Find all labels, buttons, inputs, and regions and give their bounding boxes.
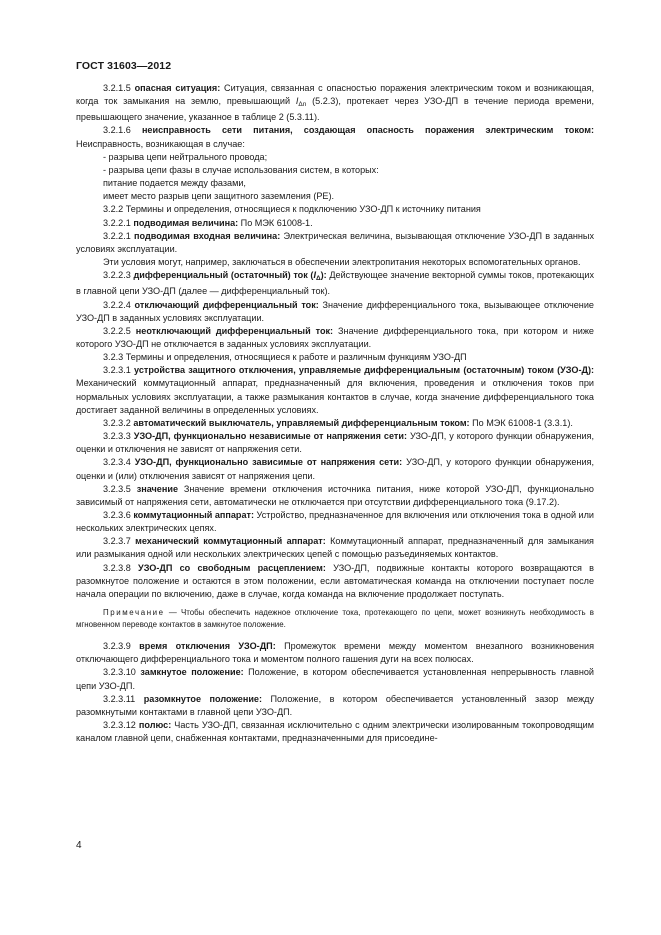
- term: полюс:: [138, 720, 172, 731]
- clause-3-2-3-11: 3.2.3.11 разомкнутое положение: Положение, в котором обеспечивается установленный зазор между разомкнутыми контактами в главной цепи УЗО-ДП.: [76, 693, 595, 717]
- clause-3-2-1-6: 3.2.1.6 неисправность сети питания, создающая опасность поражения электрическим током: Неисправность, возникающая в случае:: [76, 125, 594, 149]
- term: замкнутое положение:: [140, 667, 244, 678]
- document-body: [76, 82, 594, 745]
- symbol: I: [295, 96, 299, 107]
- symbol-subscript: Δ: [315, 275, 321, 283]
- section-3-2-2: 3.2.2 Термины и определения, относящиеся к подключению УЗО-ДП к источнику питания: [103, 204, 481, 215]
- term: УЗО-ДП со свободным расцеплением:: [138, 562, 326, 573]
- term: коммутационный аппарат:: [133, 510, 255, 520]
- term: УЗО-ДП, функционально зависимые от напряжения сети:: [134, 457, 403, 468]
- clause-3-2-3-5: 3.2.3.5 значение Значение времени отключения источника питания, ниже которой УЗО-ДП, функционально зависимый от напряжения сети, автоматически не отключается при отсутствии дифференциального тока (9.17.2).: [76, 483, 594, 507]
- page-number: 4: [76, 840, 82, 851]
- list-item: имеет место разрыв цепи защитного заземления (РЕ).: [103, 191, 335, 202]
- clause-3-2-3-6: 3.2.3.6 коммутационный аппарат: Устройство, предназначенное для включения или отключения тока в одной или нескольких электрических цепях.: [76, 510, 595, 534]
- term: значение: [136, 483, 179, 494]
- term: подводимая входная величина:: [134, 230, 281, 241]
- term: механический коммутационный аппарат:: [135, 536, 326, 547]
- note-label: Примечание: [103, 608, 165, 618]
- clause-3-2-3-9: 3.2.3.9 время отключения УЗО-ДП: Промежуток времени между моментом внезапного возникновения отключающего дифференциального тока и моментом полного гашения дуги на всех полюсах.: [76, 641, 595, 665]
- clause-3-2-2-3: 3.2.2.3 дифференциальный (остаточный) ток $(I_\Delta)$: Действующее значение векторной суммы токов, протекающих в главной цепи УЗО-ДП (далее — дифференциальный ток).: [76, 270, 594, 297]
- term: устройства защитного отключения, управляемые дифференциальным (остаточным) током (УЗО-Д):: [133, 365, 595, 376]
- clause-3-2-2-5: 3.2.2.5 неотключающий дифференциальный ток: Значение дифференциального тока, при котором и ниже которого УЗО-ДП не отключается в заданных условиях эксплуатации.: [76, 325, 594, 349]
- clause-3-2-2-1-b: 3.2.2.1 подводимая входная величина: Электрическая величина, вызывающая отключение УЗО-ДП в заданных условиях эксплуатации.: [76, 230, 594, 254]
- clause-3-2-3-3: 3.2.3.3 УЗО-ДП, функционально независимые от напряжения сети: УЗО-ДП, у которого функции обнаружения, оценки и отключения не зависят от напряжения сети.: [76, 431, 594, 455]
- clause-3-2-3-12: 3.2.3.12 полюс: Часть УЗО-ДП, связанная исключительно с одним электрически изолированным токопроводящим каналом главной цепи, снабженная контактами, предназначенными для присоедине-: [76, 720, 594, 744]
- term: разомкнутое положение:: [143, 693, 263, 704]
- list-item: - разрыва цепи фазы в случае использования систем, в которых:: [103, 164, 379, 175]
- clause-3-2-3-10: 3.2.3.10 замкнутое положение: Положение, в котором обеспечивается установленная непрерывность главной цепи УЗО-ДП.: [76, 667, 594, 691]
- term: автоматический выключатель, управляемый дифференциальным током:: [133, 417, 470, 428]
- note: Примечание — Чтобы обеспечить надежное отключение тока, протекающего по цепи, может возникнуть необходимость в мгновенном переводе контактов в замкнутое положение.: [76, 608, 594, 629]
- term: опасная ситуация:: [134, 83, 221, 93]
- term: время отключения УЗО-ДП:: [139, 641, 276, 652]
- term: дифференциальный (остаточный) ток $(I_\Delta)$:: [133, 270, 327, 283]
- clause-3-2-1-5: 3.2.1.5 опасная ситуация: Ситуация, связанная с опасностью поражения электрическим током и возникающая, когда ток замыкания на землю, превышающий $I_{\Delta n}$ (5.2.3), протекает через УЗО-ДП в течение периода времени, превышающего значение, указанное в таблице 2 (5.3.11).: [76, 83, 594, 123]
- clause-3-2-3-4: 3.2.3.4 УЗО-ДП, функционально зависимые от напряжения сети: УЗО-ДП, у которого функции обнаружения, оценки и (или) отключения зависят от напряжения цепи.: [76, 457, 594, 481]
- document-header: ГОСТ 31603—2012: [76, 60, 172, 72]
- term: неисправность сети питания, создающая опасность поражения электрическим током:: [141, 125, 594, 136]
- symbol: I: [313, 270, 316, 281]
- clause-3-2-3-8: 3.2.3.8 УЗО-ДП со свободным расцеплением: УЗО-ДП, подвижные контакты которого возвращаются в разомкнутое положение и остаются в этом положении, если автоматическая команда на отключении поступает после начала операции по включению, даже в случае, когда команда на включение продолжает поступать.: [76, 562, 594, 599]
- term: УЗО-ДП, функционально независимые от напряжения сети:: [133, 431, 407, 442]
- conditions-note: Эти условия могут, например, заключаться в обеспечении электропитания некоторых вспомогательных органов.: [103, 257, 581, 268]
- list-item: питание подается между фазами,: [103, 178, 246, 189]
- section-3-2-3: 3.2.3 Термины и определения, относящиеся к работе и различным функциям УЗО-ДП: [103, 352, 467, 363]
- term: отключающий дифференциальный ток:: [134, 299, 319, 310]
- list-item: - разрыва цепи нейтрального провода;: [103, 151, 268, 162]
- clause-3-2-3-2: 3.2.3.2 автоматический выключатель, управляемый дифференциальным током: По МЭК 61008-1 (3.3.1).: [103, 417, 573, 428]
- clause-3-2-3-7: 3.2.3.7 механический коммутационный аппарат: Коммутационный аппарат, предназначенный для замыкания или размыкания одной или нескольких электрических цепей с помощью разъединяемых контактов.: [76, 536, 594, 560]
- clause-3-2-2-4: 3.2.2.4 отключающий дифференциальный ток: Значение дифференциального тока, вызывающее отключение УЗО-ДП в заданных условиях эксплуатации.: [76, 299, 594, 323]
- symbol-subscript: Δn: [298, 101, 307, 109]
- clause-3-2-3-1: 3.2.3.1 устройства защитного отключения, управляемые дифференциальным (остаточным) током (УЗО-Д): Механический коммутационный аппарат, предназначенный для включения, проведения и отключения токов при нормальных условиях эксплуатации, а также размыкания контактов в случае, когда значение дифференциального тока достигает заданной величины в определенных условиях.: [76, 365, 595, 415]
- clause-3-2-2-1: 3.2.2.1 подводимая величина: По МЭК 61008-1.: [103, 217, 313, 228]
- term: подводимая величина:: [133, 217, 239, 228]
- term: неотключающий дифференциальный ток:: [135, 325, 334, 336]
